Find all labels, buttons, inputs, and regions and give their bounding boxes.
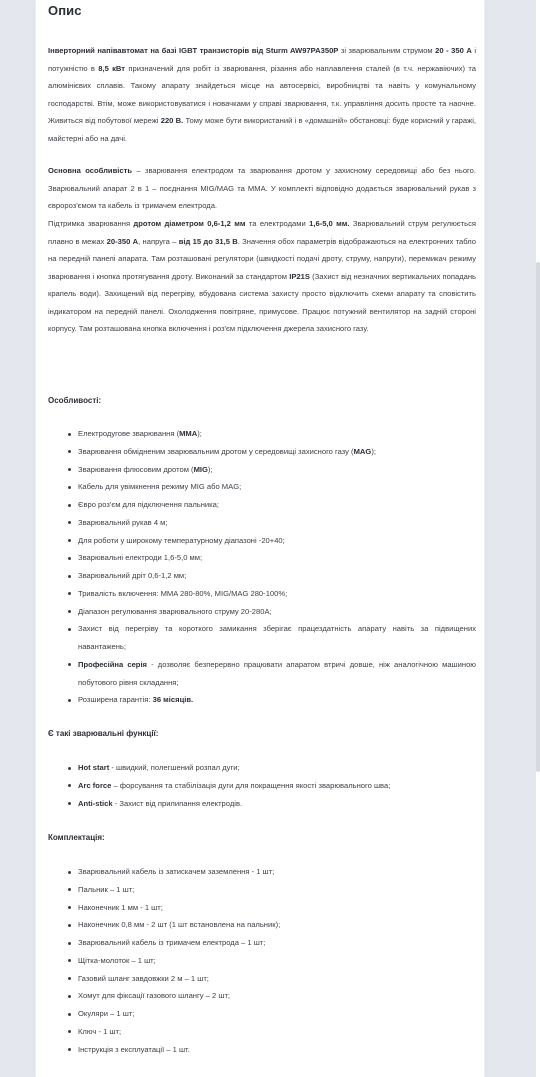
main-feature-paragraph: Основна особливість – зварювання електродом та зварювання дротом у захисному середовищі або без нього. Зварювальний апарат 2 в 1 – поєднання MIG/MAG та MMA. У комплекті відповідно додається зварювальний рукав з євророз'ємом та кабель із тримачем електрода. xyxy=(48,166,476,210)
list-item: Arc force – форсування та стабілізація дуги для покращення якості зварювального шва; xyxy=(66,777,476,795)
list-item: Захист від перегріву та короткого замикання зберігає працездатність апарату навіть за підвищених навантажень; xyxy=(66,620,476,656)
functions-heading: Є такі зварювальні функції: xyxy=(48,729,159,738)
list-item: Діапазон регулювання зварювального струму 20-280А; xyxy=(66,603,476,621)
list-item: Hot start - швидкий, полегшений розпал дуги; xyxy=(66,759,476,777)
list-item: Наконечник 1 мм - 1 шт; xyxy=(66,899,476,917)
list-item: Окуляри – 1 шт; xyxy=(66,1005,476,1023)
list-item: Зварювання флюсовим дротом (MIG); xyxy=(66,461,476,479)
features-list xyxy=(66,425,476,709)
list-item: Зварювання обмідненим зварювальним дротом у середовищі захисного газу (MAG); xyxy=(66,443,476,461)
list-item: Пальник – 1 шт; xyxy=(66,881,476,899)
list-item: Розширена гарантія: 36 місяців. xyxy=(66,691,476,709)
list-item: Електродугове зварювання (MMA); xyxy=(66,425,476,443)
list-item: Хомут для фіксації газового шлангу – 2 шт; xyxy=(66,987,476,1005)
list-item: Зварювальний кабель із тримачем електрода – 1 шт; xyxy=(66,934,476,952)
scrollbar-track[interactable] xyxy=(536,0,540,1077)
list-item: Зварювальний рукав 4 м; xyxy=(66,514,476,532)
list-item: Для роботи у широкому температурному діапазоні -20+40; xyxy=(66,532,476,550)
list-item: Ключ - 1 шт; xyxy=(66,1023,476,1041)
kit-heading: Комплектація: xyxy=(48,833,105,842)
list-item: Зварювальні електроди 1,6-5,0 мм; xyxy=(66,549,476,567)
section-title: Опис xyxy=(48,3,82,18)
list-item: Зварювальний дріт 0,6-1,2 мм; xyxy=(66,567,476,585)
list-item: Anti-stick - Захист від прилипання електродів. xyxy=(66,795,476,813)
kit-list xyxy=(66,863,476,1058)
intro-paragraph: Інверторний напівавтомат на базі IGBT транзисторів від Sturm AW97PA350P зі зварювальним струмом 20 - 350 А і потужністю в 8,5 кВт призначений для робіт із зварювання, різання або наплавлення сталей (в т.ч. нержавіючих) та алюмінієвих сплавів. Такому апарату знайдеться місце на автосервісі, виробництві та навіть у комунальному господарстві. Втім, може використовуватися і новачками у справі зварювання, т.к. управління досить просте та наочне. Живиться від побутової мережі 220 В. Тому може бути використаний і в «домашній» обстановці: буде корисний у гаражі, майстерні або на дачі. xyxy=(48,46,477,143)
list-item: Газовий шланг завдовжки 2 м – 1 шт; xyxy=(66,970,476,988)
list-item: Зварювальний кабель із затискачем заземлення - 1 шт; xyxy=(66,863,476,881)
features-heading: Особливості: xyxy=(48,396,102,405)
list-item: Професійна серія - дозволяє безперервно працювати апаратом втричі довше, ніж аналогічною машиною побутового рівня складання; xyxy=(66,656,476,692)
list-item: Інструкція з експлуатації – 1 шт. xyxy=(66,1041,476,1059)
list-item: Тривалість включення: MMA 280-80%, MIG/MAG 280-100%; xyxy=(66,585,476,603)
scrollbar-thumb[interactable] xyxy=(536,262,540,772)
list-item: Щітка-молоток – 1 шт; xyxy=(66,952,476,970)
functions-list xyxy=(66,759,476,812)
list-item: Наконечник 0,8 мм - 2 шт (1 шт встановлена на пальник); xyxy=(66,916,476,934)
list-item: Кабель для увімкнення режиму MIG або MAG; xyxy=(66,478,476,496)
list-item: Євро роз'єм для підключення пальника; xyxy=(66,496,476,514)
support-paragraph: Підтримка зварювання дротом діаметром 0,6-1,2 мм та електродами 1,6-5,0 мм. Зварювальний струм регулюється плавно в межах 20-350 А, напруга – від 15 до 31,5 В. Значення обох параметрів відображаються на електронних табло на передній панелі апарата. Там розташовані регулятори (швидкості подачі дроту, струму, напруги), перемикач режиму зварювання і кнопка протягування дроту. Виконаний за стандартом IP21S (Захист від незначних вертикальних попадань крапель води). Захищений від перегріву, вбудована система захисту просто відключить схеми апарату та сповістить індикатором на передній панелі. Охолодження повітряне, примусове. Працює потужний вентилятор на задній стороні корпусу. Там розташована кнопка включення і роз'єм підключення джерела захисного газу. xyxy=(48,219,477,333)
